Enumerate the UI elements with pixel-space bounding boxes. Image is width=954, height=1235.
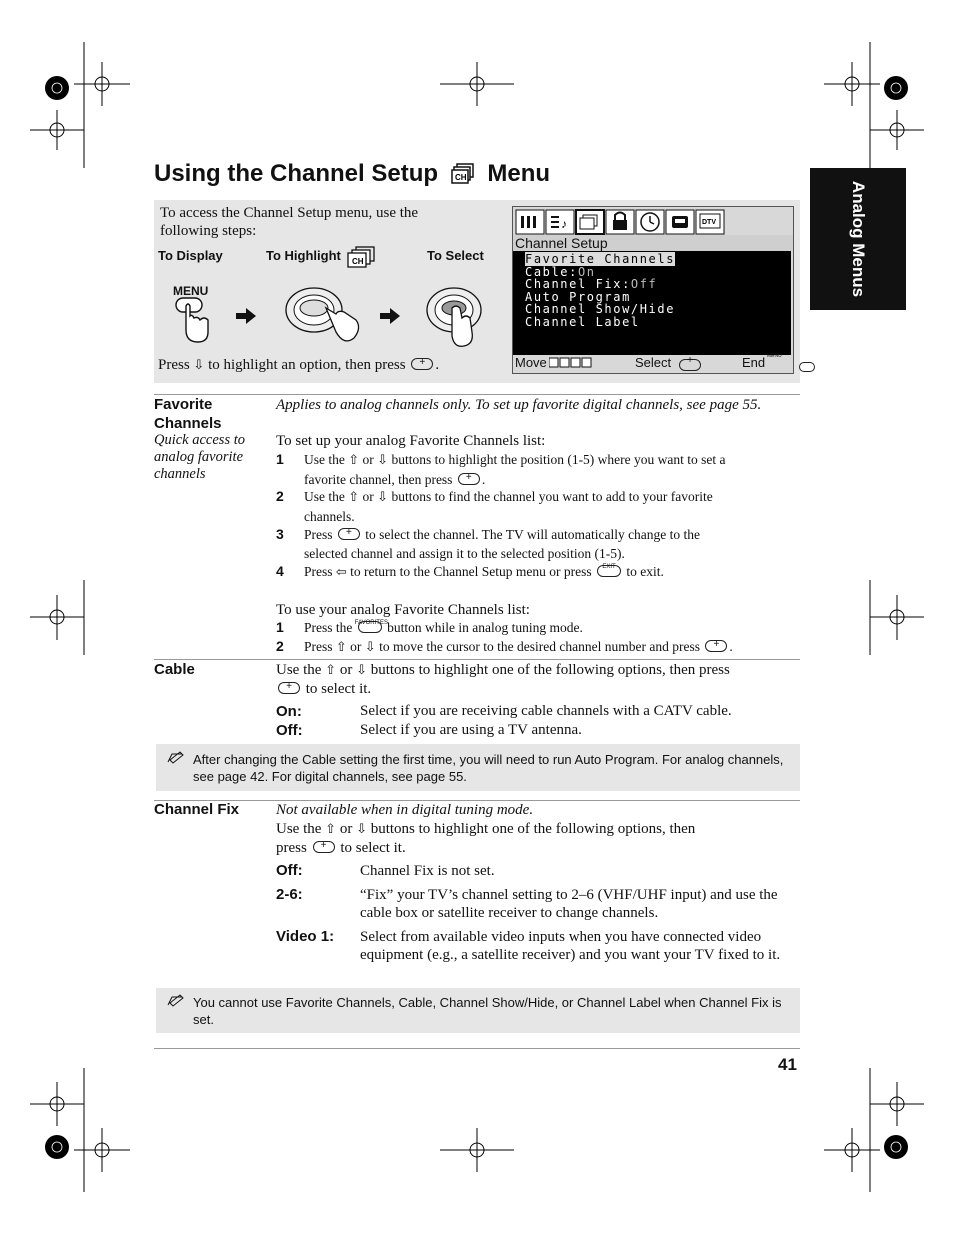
select-button-icon [338, 528, 360, 540]
favorite-step-4: Press ⇦ to return to the Channel Setup menu or press EXIT to exit. [304, 564, 664, 580]
channel-fix-text: Use the ⇧ or ⇩ buttons to highlight one of the following options, then press + to select it. [276, 820, 776, 857]
note-pencil-icon [166, 993, 186, 1007]
channel-setup-icon [451, 163, 475, 192]
menu-button-label: MENU [173, 284, 209, 298]
select-button-icon [278, 682, 300, 694]
step-number: 1 [276, 619, 284, 635]
osd-screen [513, 251, 791, 355]
favorite-label: Favorite Channels [154, 396, 222, 432]
step-number: 3 [276, 526, 284, 542]
select-button-icon [679, 359, 701, 371]
favorites-button-icon: FAVORITES [358, 621, 382, 633]
osd-nav-arrows-icon [549, 357, 593, 369]
svg-text:CH: CH [352, 257, 364, 266]
osd-footer [513, 355, 791, 371]
favorite-step-1: Use the ⇧ or ⇩ buttons to highlight the position (1-5) where you want to set a favorite channel, then press + . [304, 451, 794, 489]
channel-fix-video-label: Video 1: [276, 928, 335, 945]
channel-fix-off-text: Channel Fix is not set. [360, 863, 495, 879]
section-tab-label: Analog Menus [849, 180, 868, 298]
osd-footer-select: Select [635, 355, 672, 370]
footer-divider [154, 1048, 800, 1049]
cable-label: Cable [154, 661, 195, 678]
svg-text:DTV: DTV [702, 219, 716, 226]
favorite-side-note: Quick access to analog favorite channels [154, 432, 245, 482]
title-menu-word: Menu [487, 160, 551, 187]
osd-footer-end: End [742, 355, 766, 370]
menu-press-hand-icon [170, 296, 216, 346]
menu-button-icon [799, 362, 815, 372]
cable-on-label: On: [276, 703, 302, 720]
svg-text:♪: ♪ [561, 217, 567, 231]
step-highlight-label: To Highlight [266, 248, 341, 263]
favorite-use-step-1: Press the FAVORITES button while in analog tuning mode. [304, 620, 583, 635]
page-number: 41 [778, 1055, 797, 1074]
favorite-step-2: Use the ⇧ or ⇩ buttons to find the channel you want to add to your favorite channels. [304, 489, 713, 524]
channel-fix-footnote: You cannot use Favorite Channels, Cable, Channel Show/Hide, or Channel Label when Channel Fix is set. [193, 995, 782, 1027]
favorite-step-3: Press + to select the channel. The TV will automatically change to the selected channel and assign it to the selected position (1-5). [304, 526, 794, 563]
cable-text: Use the ⇧ or ⇩ buttons to highlight one of the following options, then press + to select it. [276, 661, 796, 698]
channel-fix-range-text: “Fix” your TV’s channel setting to 2–6 (VHF/UHF input) and use the cable box or satellite receiver to change channels. [360, 887, 778, 921]
osd-menu-icons [515, 209, 791, 235]
cable-note: After changing the Cable setting the first time, you will need to run Auto Program. For analog channels, see page 42. For digital channels, see page 55. [193, 752, 784, 784]
exit-button-icon: EXIT [597, 565, 621, 577]
channel-setup-osd [512, 206, 794, 374]
cable-off-text: Select if you are using a TV antenna. [360, 722, 582, 738]
cable-on-text: Select if you are receiving cable channels with a CATV cable. [360, 703, 732, 719]
osd-item-channel-show-hide[interactable]: Channel Show/Hide [525, 302, 676, 317]
favorite-note: Applies to analog channels only. To set up favorite digital channels, see page 55. [276, 397, 762, 413]
cable-off-label: Off: [276, 722, 303, 739]
osd-item-channel-label[interactable]: Channel Label [525, 314, 640, 329]
osd-menu-list [525, 253, 675, 329]
step-number: 1 [276, 451, 284, 467]
down-arrow-icon: ⇩ [193, 358, 205, 373]
joystick-select-icon [424, 284, 484, 350]
step-number: 2 [276, 638, 284, 654]
title-text: Using the Channel Setup [154, 160, 439, 187]
step-number: 4 [276, 563, 284, 579]
osd-header: Channel Setup [513, 235, 793, 251]
channel-fix-note: Not available when in digital tuning mode. [276, 802, 534, 818]
osd-item-cable[interactable]: Cable:On [525, 264, 596, 279]
select-button-icon [705, 640, 727, 652]
note-pencil-icon [166, 750, 186, 764]
channel-fix-off-label: Off: [276, 862, 303, 879]
osd-menu-tag: MENU [767, 353, 782, 359]
press-instruction: Press ⇩ to highlight an option, then press + . [158, 356, 439, 375]
arrow-right-icon [234, 306, 258, 326]
divider [154, 659, 800, 660]
select-button-icon [313, 841, 335, 853]
channel-fix-label: Channel Fix [154, 801, 240, 818]
favorite-use-intro: To use your analog Favorite Channels list: [276, 602, 530, 618]
step-display-label: To Display [158, 248, 223, 263]
channel-fix-video-text: Select from available video inputs when you have connected video equipment (e.g., a satellite receiver) and you want your TV fixed to it. [360, 929, 781, 963]
channel-fix-range-label: 2-6: [276, 886, 303, 903]
select-button-icon [458, 473, 480, 485]
osd-item-channel-fix[interactable]: Channel Fix:Off [525, 277, 658, 292]
step-select-label: To Select [427, 248, 484, 263]
favorite-setup-intro: To set up your analog Favorite Channels list: [276, 433, 546, 449]
access-intro: To access the Channel Setup menu, use the following steps: [160, 205, 419, 239]
favorite-use-step-2: Press ⇧ or ⇩ to move the cursor to the desired channel number and press + . [304, 638, 796, 658]
page-title [154, 160, 550, 192]
osd-item-favorite-channels[interactable]: Favorite Channels [525, 252, 676, 266]
arrow-right-icon [378, 306, 402, 326]
step-number: 2 [276, 488, 284, 504]
divider [154, 394, 800, 395]
osd-item-auto-program[interactable]: Auto Program [525, 289, 631, 304]
select-button-icon [411, 358, 433, 370]
osd-footer-move: Move [515, 355, 547, 370]
channel-setup-small-icon [346, 246, 376, 273]
section-tab [810, 168, 906, 310]
joystick-highlight-icon [282, 284, 366, 350]
svg-text:CH: CH [454, 173, 467, 182]
